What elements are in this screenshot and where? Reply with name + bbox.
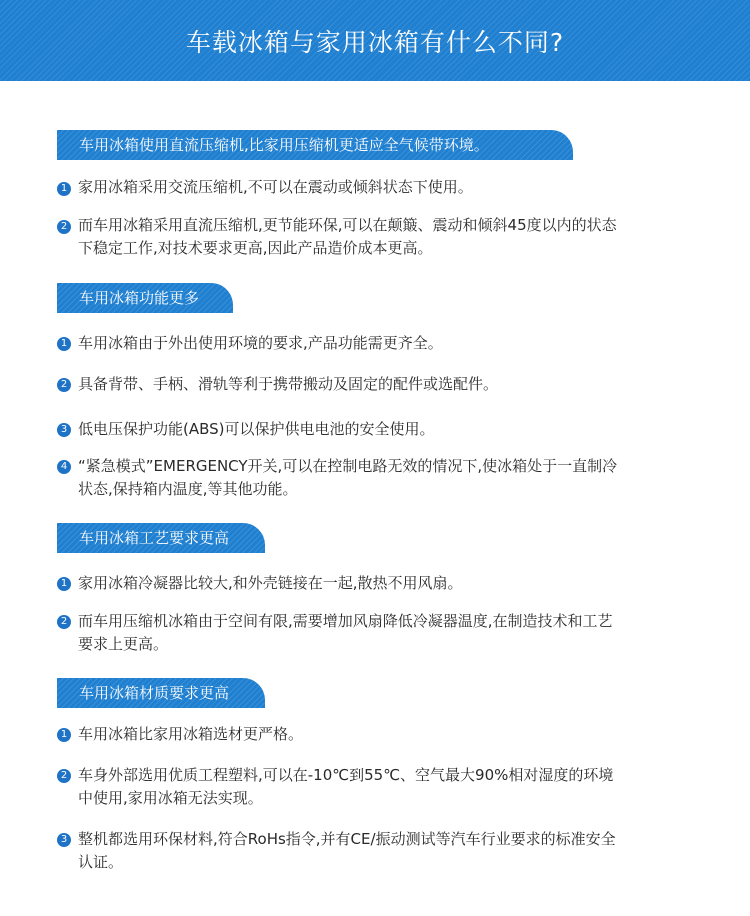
number-badge: 1 — [57, 337, 71, 351]
number-badge: 3 — [57, 833, 71, 847]
item-text: 车身外部选用优质工程塑料,可以在-10℃到55℃、空气最大90%相对湿度的环境中使用,家用冰箱无法实现。 — [78, 766, 614, 807]
item-text: 整机都选用环保材料,符合RoHs指令,并有CE/振动测试等汽车行业要求的标准安全认证。 — [78, 830, 616, 871]
number-badge: 2 — [57, 378, 71, 392]
title-banner — [0, 0, 750, 81]
item-text: “紧急模式”EMERGENCY开关,可以在控制电路无效的情况下,使冰箱处于一直制冷状态,保持箱内温度,等其他功能。 — [78, 457, 618, 498]
number-badge: 1 — [57, 182, 71, 196]
number-badge: 2 — [57, 615, 71, 629]
item-text: 车用冰箱比家用冰箱选材更严格。 — [78, 725, 304, 743]
number-badge: 1 — [57, 577, 71, 591]
number-badge: 2 — [57, 769, 71, 783]
number-badge: 2 — [57, 220, 71, 234]
section-heading-4: 车用冰箱材质要求更高 — [57, 678, 265, 708]
number-badge: 1 — [57, 728, 71, 742]
item-text: 低电压保护功能(ABS)可以保护供电电池的安全使用。 — [78, 420, 435, 438]
item-text: 而车用冰箱采用直流压缩机,更节能环保,可以在颠簸、震动和倾斜45度以内的状态下稳定工作,对技术要求更高,因此产品造价成本更高。 — [78, 216, 617, 257]
item-text: 车用冰箱由于外出使用环境的要求,产品功能需更齐全。 — [78, 334, 443, 352]
item-text: 家用冰箱采用交流压缩机,不可以在震动或倾斜状态下使用。 — [78, 178, 473, 196]
item-text: 而车用压缩机冰箱由于空间有限,需要增加风扇降低冷凝器温度,在制造技术和工艺要求上更高。 — [78, 612, 613, 653]
section-heading-3: 车用冰箱工艺要求更高 — [57, 523, 265, 553]
number-badge: 4 — [57, 460, 71, 474]
item-text: 具备背带、手柄、滑轨等利于携带搬动及固定的配件或选配件。 — [78, 375, 499, 393]
number-badge: 3 — [57, 423, 71, 437]
section-heading-2: 车用冰箱功能更多 — [57, 283, 233, 313]
page-title: 车载冰箱与家用冰箱有什么不同? — [185, 27, 565, 57]
section-heading-1: 车用冰箱使用直流压缩机,比家用压缩机更适应全气候带环境。 — [57, 130, 573, 160]
item-text: 家用冰箱冷凝器比较大,和外壳链接在一起,散热不用风扇。 — [78, 574, 463, 592]
